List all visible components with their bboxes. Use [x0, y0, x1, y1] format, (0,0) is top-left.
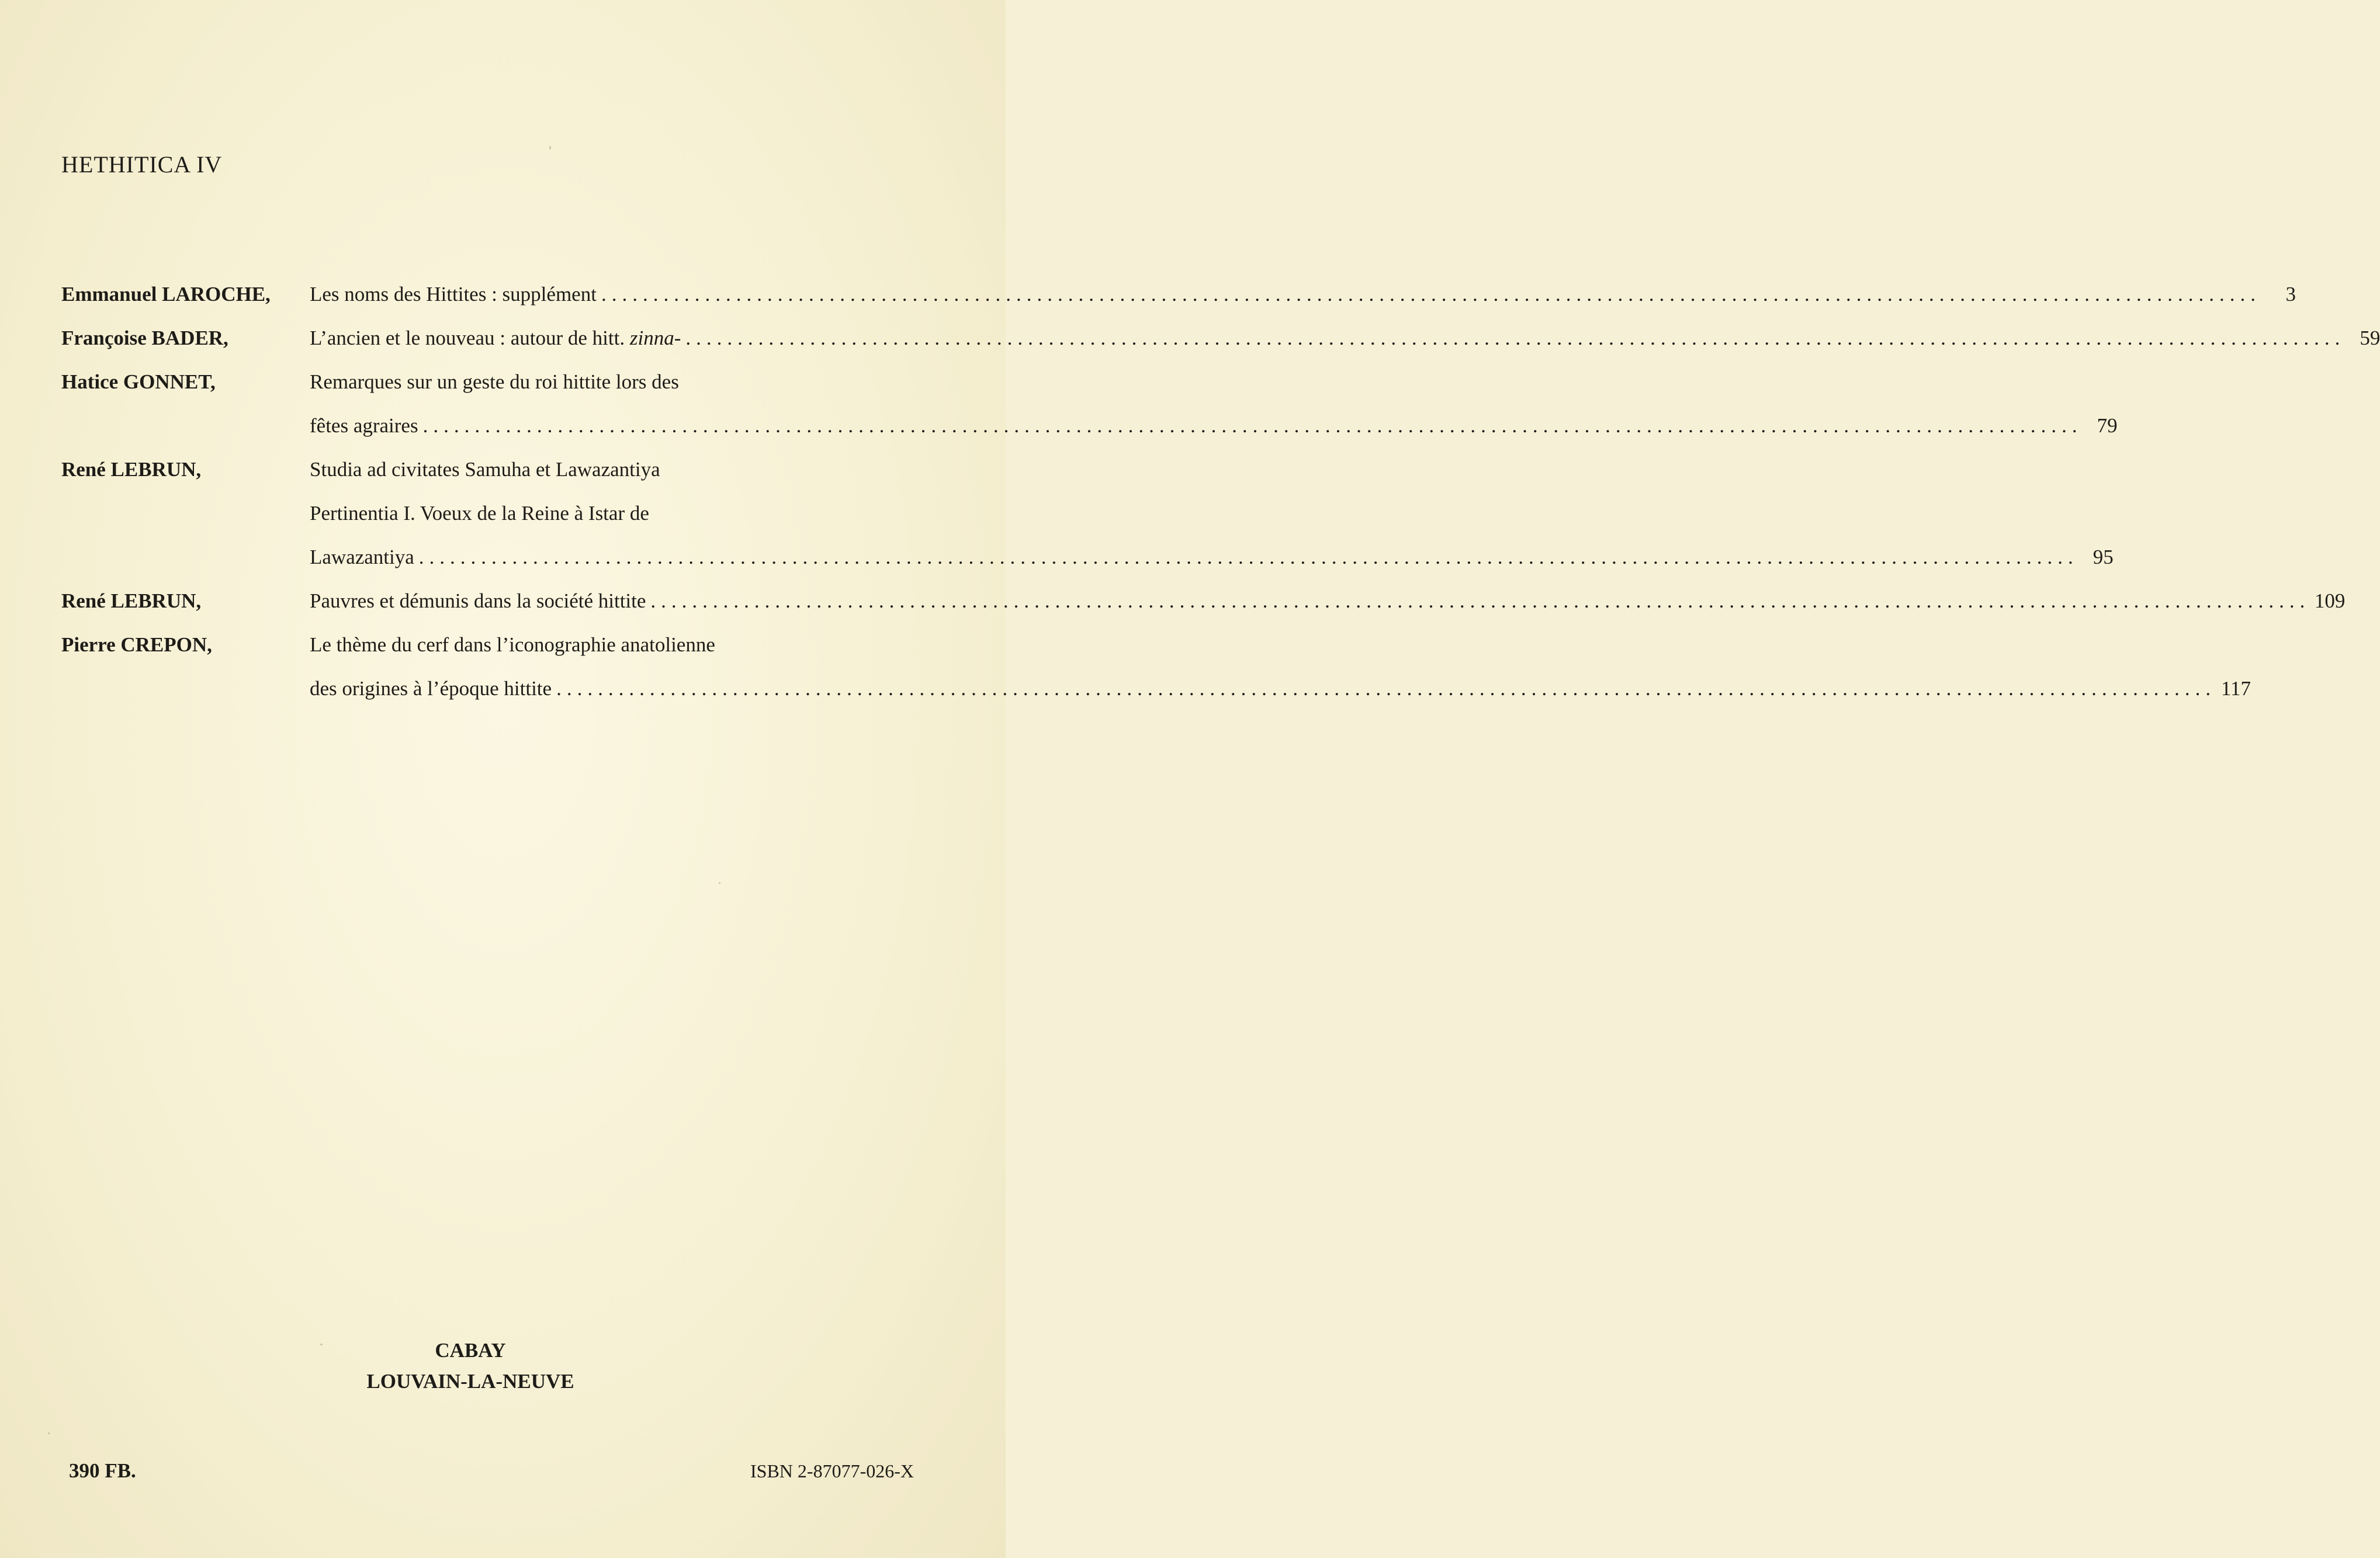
table-of-contents — [61, 282, 2380, 720]
toc-author: René LEBRUN, — [61, 589, 202, 612]
toc-line — [61, 369, 863, 413]
toc-title: Le thème du cerf dans l’iconographie anatolienne — [310, 633, 715, 656]
toc-page-number: 117 — [2220, 677, 2251, 700]
toc-line — [61, 676, 2251, 720]
dot-leader: ................................................................................................................................................................ — [556, 677, 2216, 700]
toc-title — [310, 325, 685, 351]
toc-title-row — [310, 325, 2380, 351]
toc-title: Remarques sur un geste du roi hittite lors des — [310, 370, 679, 393]
toc-entry — [61, 457, 2114, 588]
toc-author: Emmanuel LAROCHE, — [61, 283, 271, 306]
toc-title-roman: L’ancien et le nouveau : autour de hitt. — [310, 327, 625, 349]
publisher-name: CABAY — [435, 1339, 506, 1362]
toc-line — [61, 632, 863, 676]
dot-leader: ................................................................................................................................................................ — [601, 283, 2261, 306]
toc-title: Pauvres et démunis dans la société hittite — [310, 589, 646, 612]
dot-leader: ................................................................................................................................................................ — [422, 414, 2083, 437]
toc-title-row — [310, 676, 2251, 702]
toc-title: Pertinentia I. Voeux de la Reine à Istar de — [310, 502, 649, 525]
paper-speck — [719, 882, 720, 884]
toc-line — [61, 457, 863, 501]
toc-author: René LEBRUN, — [61, 458, 202, 481]
toc-title: fêtes agraires — [310, 414, 418, 437]
toc-title-row — [310, 544, 2114, 570]
paper-speck — [320, 1344, 323, 1345]
dot-leader: ................................................................................................................................................................ — [685, 327, 2346, 349]
dot-leader: ................................................................................................................................................................ — [418, 546, 2078, 568]
toc-line — [61, 544, 2114, 588]
toc-author: Françoise BADER, — [61, 327, 228, 349]
toc-title-row — [310, 588, 2346, 614]
toc-line — [61, 325, 2380, 369]
paper-speck — [48, 1432, 50, 1434]
toc-line — [61, 413, 2118, 457]
toc-page-number: 59 — [2360, 327, 2380, 349]
dot-leader: ................................................................................................................................................................ — [650, 589, 2310, 612]
publisher-place: LOUVAIN-LA-NEUVE — [366, 1370, 574, 1393]
toc-title-italic: zinna- — [629, 327, 681, 349]
toc-author: Hatice GONNET, — [61, 370, 216, 393]
toc-entry — [61, 369, 2118, 457]
toc-entry — [61, 325, 2380, 369]
toc-entry — [61, 588, 2346, 632]
toc-title: des origines à l’époque hittite — [310, 677, 552, 700]
series-title: HETHITICA IV — [61, 151, 223, 178]
isbn-label: ISBN 2-87077-026-X — [750, 1460, 914, 1481]
paper-speck — [549, 146, 551, 150]
price-label: 390 FB. — [69, 1459, 136, 1482]
toc-title: Studia ad civitates Samuha et Lawazantiya — [310, 458, 660, 481]
toc-entry — [61, 282, 2296, 325]
toc-title: Lawazantiya — [310, 546, 414, 568]
toc-title-row — [310, 413, 2118, 439]
toc-line — [61, 501, 863, 544]
toc-line — [61, 282, 2296, 325]
toc-entry — [61, 632, 2251, 720]
toc-page-number: 3 — [2285, 283, 2296, 306]
toc-page-number: 79 — [2097, 414, 2118, 437]
toc-page-number: 95 — [2093, 546, 2114, 568]
toc-line — [61, 588, 2346, 632]
toc-title-row — [310, 282, 2296, 307]
toc-title: Les noms des Hittites : supplément — [310, 283, 597, 306]
toc-page-number: 109 — [2314, 589, 2346, 612]
toc-author: Pierre CREPON, — [61, 633, 212, 656]
